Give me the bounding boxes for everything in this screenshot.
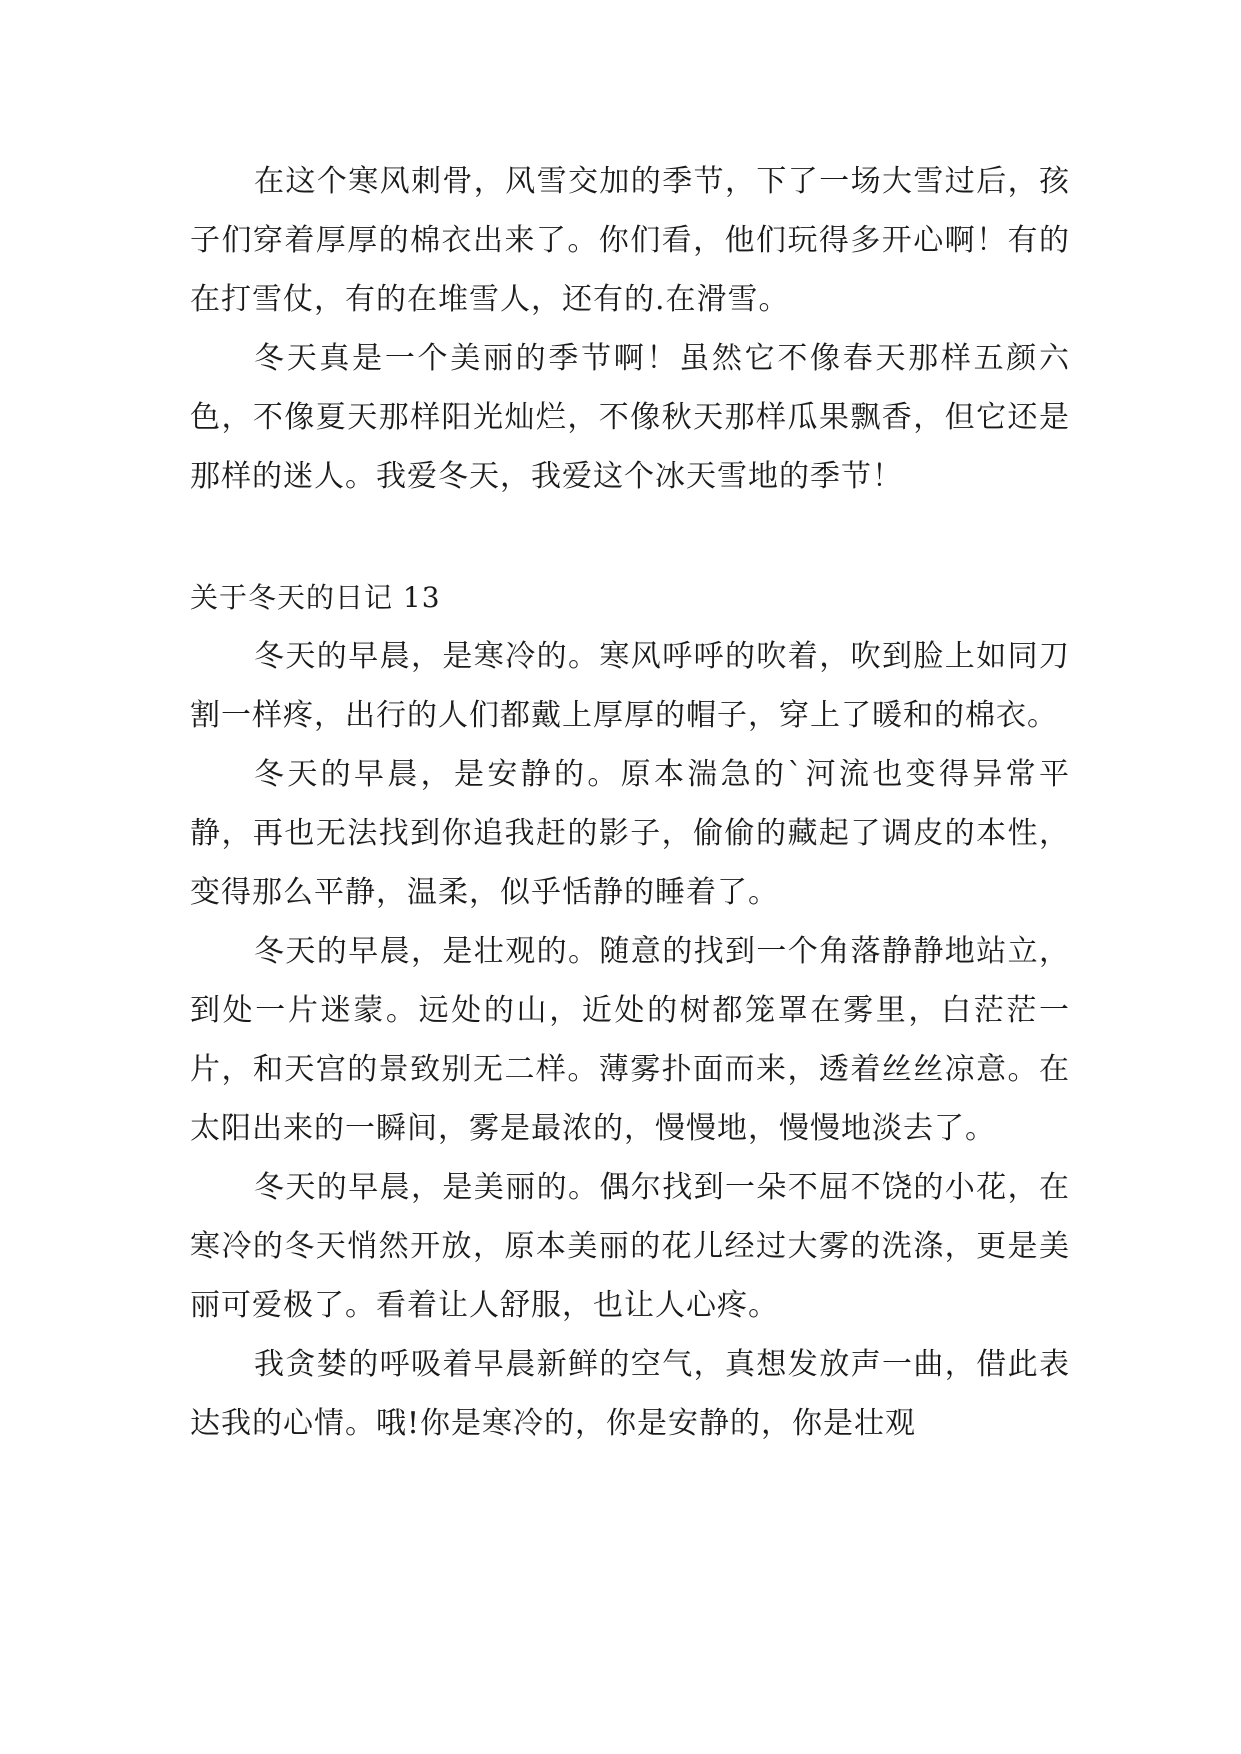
paragraph: 在这个寒风刺骨，风雪交加的季节，下了一场大雪过后，孩子们穿着厚厚的棉衣出来了。你们看，他们玩得多开心啊！有的在打雪仗，有的在堆雪人，还有的.在滑雪。 (190, 164, 1070, 317)
paragraph: 冬天的早晨，是壮观的。随意的找到一个角落静静地站立，到处一片迷蒙。远处的山，近处的树都笼罩在雾里，白茫茫一片，和天宫的景致别无二样。薄雾扑面而来，透着丝丝凉意。在太阳出来的一瞬间，雾是最浓的，慢慢地，慢慢地淡去了。 (190, 934, 1070, 1146)
paragraph: 我贪婪的呼吸着早晨新鲜的空气，真想发放声一曲，借此表达我的心情。哦!你是寒冷的，你是安静的，你是壮观 (190, 1347, 1070, 1441)
section-title: 关于冬天的日记 13 (190, 581, 441, 614)
section-spacer (190, 506, 1070, 568)
paragraph: 冬天的早晨，是安静的。原本湍急的`河流也变得异常平静，再也无法找到你追我赶的影子，偷偷的藏起了调皮的本性，变得那么平静，温柔，似乎恬静的睡着了。 (190, 757, 1070, 910)
paragraph: 冬天的早晨，是美丽的。偶尔找到一朵不屈不饶的小花，在寒冷的冬天悄然开放，原本美丽的花儿经过大雾的洗涤，更是美丽可爱极了。看着让人舒服，也让人心疼。 (190, 1170, 1070, 1323)
paragraph: 冬天的早晨，是寒冷的。寒风呼呼的吹着，吹到脸上如同刀割一样疼，出行的人们都戴上厚厚的帽子，穿上了暖和的棉衣。 (190, 639, 1070, 733)
paragraph: 冬天真是一个美丽的季节啊！虽然它不像春天那样五颜六色，不像夏天那样阳光灿烂，不像秋天那样瓜果飘香，但它还是那样的迷人。我爱冬天，我爱这个冰天雪地的季节！ (190, 341, 1070, 494)
document-page (190, 152, 1070, 1453)
